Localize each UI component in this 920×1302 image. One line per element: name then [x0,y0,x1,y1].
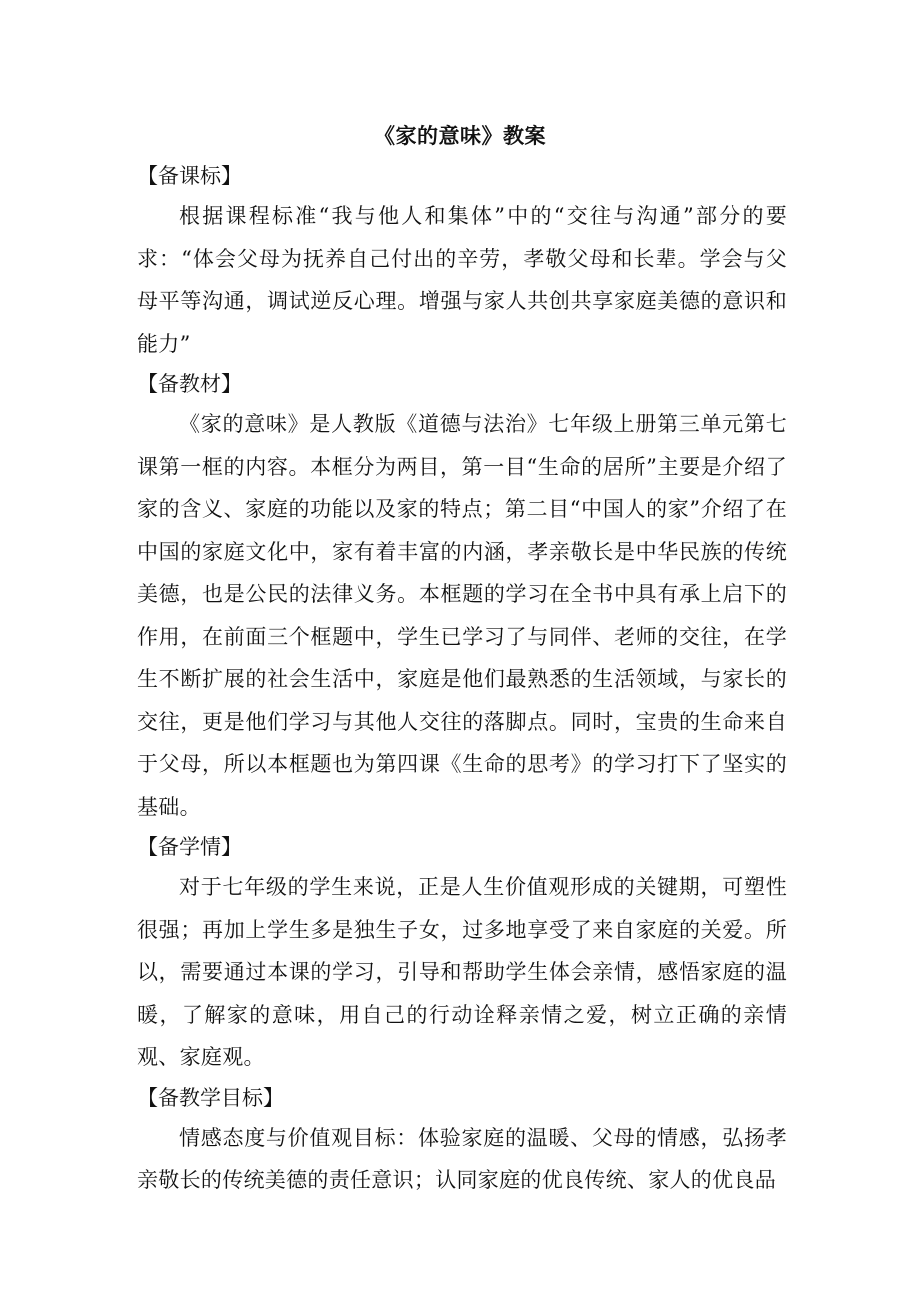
section-heading: 【备课标】 [137,164,242,188]
section-paragraph: 对于七年级的学生来说，正是人生价值观形成的关键期，可塑性很强；再加上学生多是独生子女，过多地享受了来自家庭的关爱。所以，需要通过本课的学习，引导和帮助学生体会亲情，感悟家庭的温暖，了解家的意味，用自己的行动诠释亲情之爱，树立正确的亲情观、家庭观。 [137,875,787,1069]
section-paragraph: 《家的意味》是人教版《道德与法治》七年级上册第三单元第七课第一框的内容。本框分为两目，第一目“生命的居所”主要是介绍了家的含义、家庭的功能以及家的特点；第二目“中国人的家”介绍了在中国的家庭文化中，家有着丰富的内涵，孝亲敬长是中华民族的传统美德，也是公民的法律义务。本框题的学习在全书中具有承上启下的作用，在前面三个框题中，学生已学习了与同伴、老师的交往，在学生不断扩展的社会生活中，家庭是他们最熟悉的生活领域，与家长的交往，更是他们学习与其他人交往的落脚点。同时，宝贵的生命来自于父母，所以本框题也为第四课《生命的思考》的学习打下了坚实的基础。 [137,412,787,819]
section-heading: 【备教材】 [137,372,242,396]
section-paragraph: 情感态度与价值观目标：体验家庭的温暖、父母的情感，弘扬孝亲敬长的传统美德的责任意识；认同家庭的优良传统、家人的优良品 [137,1125,787,1192]
section-teaching-objectives [137,1079,787,1202]
section-heading: 【备教学目标】 [137,1085,284,1110]
section-student-analysis [137,828,787,1079]
document-title: 《家的意味》教案 [374,123,546,148]
section-heading: 【备学情】 [137,835,242,859]
section-paragraph: 根据课程标准“我与他人和集体”中的“交往与沟通”部分的要求：“体会父母为抚养自己付出的辛劳，孝敬父母和长辈。学会与父母平等沟通，调试逆反心理。增强与家人共创共享家庭美德的意识和能力” [137,204,787,356]
document-body [137,157,787,1202]
section-curriculum-standard [137,157,787,365]
section-teaching-material [137,365,787,828]
